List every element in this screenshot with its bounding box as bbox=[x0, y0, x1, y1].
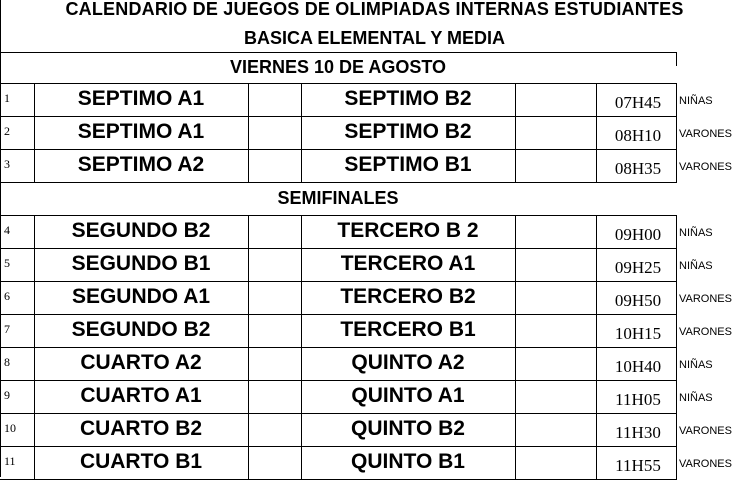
grid-line bbox=[0, 314, 677, 315]
grid-line bbox=[596, 347, 597, 380]
row-number: 3 bbox=[4, 157, 10, 171]
game-time: 09H50 bbox=[614, 291, 662, 310]
team-b: SEPTIMO B2 bbox=[344, 87, 472, 110]
page-subtitle: BASICA ELEMENTAL Y MEDIA bbox=[243, 28, 506, 48]
row-number: 1 bbox=[4, 91, 10, 105]
grid-line bbox=[676, 281, 677, 314]
row-number: 4 bbox=[4, 223, 10, 237]
grid-line bbox=[676, 116, 677, 149]
team-b: QUINTO A1 bbox=[351, 384, 465, 407]
game-time: 11H30 bbox=[615, 423, 661, 442]
grid-line bbox=[676, 446, 677, 479]
game-category: NIÑAS bbox=[679, 392, 713, 404]
grid-line bbox=[248, 149, 249, 182]
game-category: VARONES bbox=[679, 128, 732, 140]
grid-line bbox=[248, 248, 249, 281]
sheet-divider bbox=[676, 52, 677, 66]
grid-line bbox=[676, 413, 677, 446]
game-time: 08H35 bbox=[614, 159, 662, 178]
game-time: 09H25 bbox=[614, 258, 662, 277]
team-a: CUARTO A1 bbox=[80, 384, 202, 407]
grid-line bbox=[248, 281, 249, 314]
team-b: SEPTIMO B1 bbox=[344, 153, 472, 176]
team-b: TERCERO B1 bbox=[340, 318, 476, 341]
grid-line bbox=[515, 413, 516, 446]
grid-line bbox=[248, 215, 249, 248]
grid-line bbox=[515, 248, 516, 281]
team-a: SEGUNDO B2 bbox=[71, 219, 211, 242]
grid-line bbox=[515, 380, 516, 413]
grid-line bbox=[596, 314, 597, 347]
grid-line bbox=[676, 347, 677, 380]
grid-line bbox=[596, 413, 597, 446]
row-number: 5 bbox=[4, 256, 10, 270]
row-number: 7 bbox=[4, 322, 10, 336]
game-time: 07H45 bbox=[614, 93, 662, 112]
grid-line bbox=[515, 215, 516, 248]
game-category: VARONES bbox=[679, 326, 732, 338]
grid-line bbox=[676, 215, 677, 248]
row-number: 6 bbox=[4, 289, 10, 303]
grid-line bbox=[676, 149, 677, 182]
team-b: SEPTIMO B2 bbox=[344, 120, 472, 143]
grid-line bbox=[0, 116, 677, 117]
game-time: 10H40 bbox=[614, 357, 662, 376]
grid-line bbox=[0, 413, 677, 414]
grid-line bbox=[248, 413, 249, 446]
team-a: CUARTO A2 bbox=[80, 351, 202, 374]
team-b: QUINTO A2 bbox=[351, 351, 465, 374]
grid-line bbox=[248, 446, 249, 479]
team-a: CUARTO B2 bbox=[79, 417, 203, 440]
team-a: SEGUNDO B1 bbox=[71, 252, 211, 275]
grid-line bbox=[0, 83, 677, 84]
game-time: 11H55 bbox=[615, 456, 661, 475]
game-time: 08H10 bbox=[614, 126, 662, 145]
grid-line bbox=[515, 281, 516, 314]
team-a: SEPTIMO A1 bbox=[77, 87, 205, 110]
team-a: SEPTIMO A1 bbox=[77, 120, 205, 143]
grid-line bbox=[0, 380, 677, 381]
game-category: VARONES bbox=[679, 161, 732, 173]
team-b: TERCERO A1 bbox=[340, 252, 476, 275]
grid-line bbox=[596, 446, 597, 479]
grid-line bbox=[596, 116, 597, 149]
row-number: 10 bbox=[4, 421, 16, 435]
team-a: SEGUNDO B2 bbox=[71, 318, 211, 341]
grid-line bbox=[596, 281, 597, 314]
grid-line bbox=[0, 281, 677, 282]
grid-line bbox=[596, 149, 597, 182]
grid-line bbox=[596, 83, 597, 116]
grid-line bbox=[248, 116, 249, 149]
grid-line bbox=[676, 380, 677, 413]
grid-line bbox=[515, 149, 516, 182]
grid-line bbox=[515, 314, 516, 347]
date-header: VIERNES 10 DE AGOSTO bbox=[229, 57, 447, 77]
page-title: CALENDARIO DE JUEGOS DE OLIMPIADAS INTERNAS ESTUDIANTES bbox=[65, 0, 684, 19]
grid-line bbox=[0, 446, 677, 447]
row-number: 2 bbox=[4, 124, 10, 138]
grid-line bbox=[515, 116, 516, 149]
grid-line bbox=[596, 248, 597, 281]
grid-line bbox=[596, 380, 597, 413]
grid-line bbox=[0, 149, 677, 150]
grid-line bbox=[248, 83, 249, 116]
grid-line bbox=[676, 248, 677, 281]
team-b: QUINTO B2 bbox=[351, 417, 465, 440]
grid-line bbox=[596, 215, 597, 248]
game-category: NIÑAS bbox=[679, 359, 713, 371]
semifinals-header: SEMIFINALES bbox=[277, 188, 399, 208]
grid-line bbox=[515, 347, 516, 380]
game-category: VARONES bbox=[679, 458, 732, 470]
game-category: NIÑAS bbox=[679, 260, 713, 272]
team-a: CUARTO B1 bbox=[79, 450, 203, 473]
grid-line bbox=[515, 446, 516, 479]
game-category: VARONES bbox=[679, 293, 732, 305]
team-a: SEGUNDO A1 bbox=[71, 285, 211, 308]
team-b: QUINTO B1 bbox=[351, 450, 465, 473]
team-a: SEPTIMO A2 bbox=[77, 153, 205, 176]
grid-line bbox=[676, 314, 677, 347]
grid-line bbox=[248, 380, 249, 413]
game-category: VARONES bbox=[679, 425, 732, 437]
row-number: 9 bbox=[4, 388, 10, 402]
row-number: 8 bbox=[4, 355, 10, 369]
grid-line bbox=[676, 83, 677, 116]
grid-line bbox=[0, 215, 677, 216]
grid-line bbox=[0, 347, 677, 348]
team-b: TERCERO B2 bbox=[340, 285, 476, 308]
game-time: 11H05 bbox=[615, 390, 661, 409]
game-category: NIÑAS bbox=[679, 95, 713, 107]
game-time: 10H15 bbox=[614, 324, 662, 343]
grid-line bbox=[0, 248, 677, 249]
game-time: 09H00 bbox=[614, 225, 662, 244]
grid-line bbox=[515, 83, 516, 116]
grid-line bbox=[248, 314, 249, 347]
grid-line bbox=[248, 347, 249, 380]
team-b: TERCERO B 2 bbox=[337, 219, 479, 242]
game-category: NIÑAS bbox=[679, 227, 713, 239]
row-number: 11 bbox=[4, 454, 16, 468]
